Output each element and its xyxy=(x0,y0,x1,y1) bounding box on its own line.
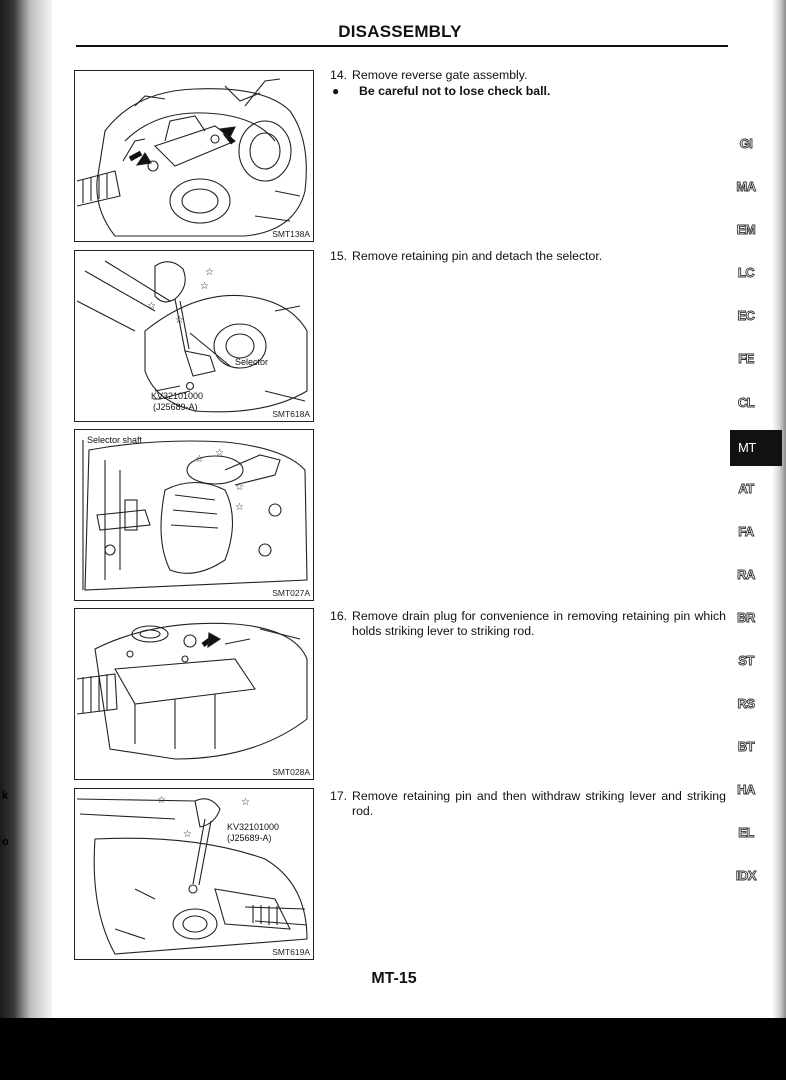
nav-tab-el[interactable]: EL xyxy=(738,825,754,840)
nav-tab-ha[interactable]: HA xyxy=(737,782,755,797)
svg-text:☆: ☆ xyxy=(183,829,192,840)
svg-text:☆: ☆ xyxy=(147,301,156,312)
step-14 xyxy=(330,68,726,99)
nav-tab-ma[interactable]: MA xyxy=(736,179,756,194)
step-number: 17. xyxy=(330,789,348,803)
nav-tab-st[interactable]: ST xyxy=(738,653,754,668)
tool-alt-number-label: (J25689-A) xyxy=(153,402,198,412)
figure-code: SMT028A xyxy=(272,767,310,777)
selector-label: Selector xyxy=(235,357,269,367)
page-number: MT-15 xyxy=(371,970,417,987)
figure-reverse-gate xyxy=(74,70,314,242)
figure-code: SMT027A xyxy=(272,588,310,598)
figure-code: SMT618A xyxy=(272,409,310,419)
step-number: 15. xyxy=(330,249,348,263)
svg-text:☆: ☆ xyxy=(195,454,204,465)
nav-tab-br[interactable]: BR xyxy=(737,610,755,625)
drain-plug-illustration xyxy=(75,609,313,779)
svg-text:☆: ☆ xyxy=(175,315,184,326)
selector-shaft-label: Selector shaft xyxy=(87,435,143,445)
nav-tab-fe[interactable]: FE xyxy=(738,351,754,366)
svg-text:☆: ☆ xyxy=(205,267,214,278)
step-number: 16. xyxy=(330,609,348,623)
nav-tab-at[interactable]: AT xyxy=(738,481,754,496)
nav-tab-ra[interactable]: RA xyxy=(737,567,755,582)
nav-tab-em[interactable]: EM xyxy=(736,222,756,237)
figure-code: SMT138A xyxy=(272,229,310,239)
figure-selector xyxy=(74,250,314,422)
tool-number-label: KV32101000 xyxy=(151,391,204,401)
step-15 xyxy=(330,249,726,264)
svg-text:☆: ☆ xyxy=(215,448,224,459)
header-rule xyxy=(76,45,728,47)
edge-mark: k xyxy=(2,790,9,802)
step-text: Remove retaining pin and then withdraw striking lever and striking rod. xyxy=(352,789,726,818)
nav-tab-idx[interactable]: IDX xyxy=(735,868,757,883)
figure-selector-shaft xyxy=(74,429,314,601)
step-text: Remove retaining pin and detach the selector. xyxy=(352,249,603,263)
nav-tab-mt-active[interactable]: MT xyxy=(730,430,782,466)
svg-text:☆: ☆ xyxy=(241,797,250,808)
reverse-gate-illustration xyxy=(75,71,313,241)
step-text: Remove drain plug for convenience in removing retaining pin which holds striking lever to striking rod. xyxy=(352,609,726,638)
nav-tab-fa[interactable]: FA xyxy=(738,524,754,539)
figure-drain-plug xyxy=(74,608,314,780)
scan-left-edge xyxy=(0,0,52,1018)
scan-bottom-edge xyxy=(0,1018,786,1080)
nav-tab-ec[interactable]: EC xyxy=(737,308,755,323)
caution-note: Be careful not to lose check ball. xyxy=(359,84,551,98)
step-17 xyxy=(330,789,726,819)
svg-text:☆: ☆ xyxy=(200,281,209,292)
selector-shaft-illustration xyxy=(75,430,313,600)
striking-lever-illustration xyxy=(75,789,313,959)
nav-tab-rs[interactable]: RS xyxy=(737,696,755,711)
svg-text:☆: ☆ xyxy=(157,795,166,806)
figure-striking-lever xyxy=(74,788,314,960)
figure-code: SMT619A xyxy=(272,947,310,957)
step-text: Remove reverse gate assembly. xyxy=(352,68,528,82)
svg-text:☆: ☆ xyxy=(235,502,244,513)
edge-mark: o xyxy=(2,836,9,848)
step-16 xyxy=(330,609,726,639)
nav-tab-lc[interactable]: LC xyxy=(737,265,755,280)
step-number: 14. xyxy=(330,68,348,82)
nav-tab-cl[interactable]: CL xyxy=(737,395,755,410)
bullet-icon: ● xyxy=(332,84,340,98)
page-title: DISASSEMBLY xyxy=(338,22,462,41)
nav-tab-bt[interactable]: BT xyxy=(737,739,755,754)
tool-number-label: KV32101000 xyxy=(227,822,280,832)
nav-tab-gi[interactable]: GI xyxy=(739,136,753,151)
scan-right-edge xyxy=(772,0,786,1018)
tool-alt-number-label: (J25689-A) xyxy=(227,833,272,843)
svg-text:☆: ☆ xyxy=(235,482,244,493)
